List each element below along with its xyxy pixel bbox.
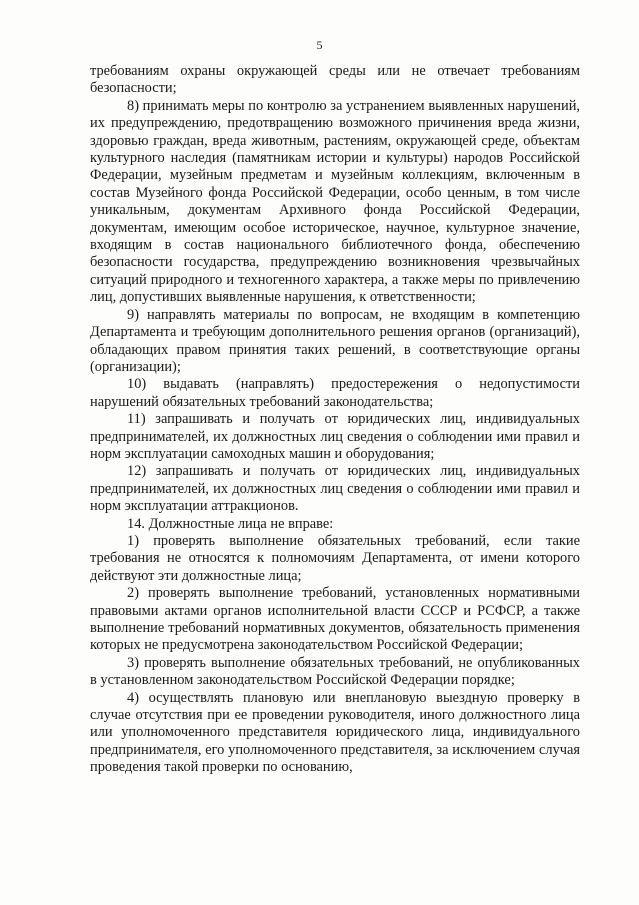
page-number: 5 — [316, 38, 323, 52]
paragraph-item-10: 10) выдавать (направлять) предостережения о недопустимости нарушений обязательных требований законодательства; — [90, 376, 580, 410]
document-body — [90, 63, 580, 777]
paragraph-item-9: 9) направлять материалы по вопросам, не входящим в компетенцию Департамента и требующим дополнительного решения органов (организаций), обладающих правом принятия таких решений, в соответствующие органы (организации); — [90, 306, 580, 375]
paragraph-item-12: 12) запрашивать и получать от юридических лиц, индивидуальных предпринимателей, их должностных лиц сведения о соблюдении ими правил и норм эксплуатации аттракционов. — [90, 463, 580, 515]
paragraph-continuation: требованиям охраны окружающей среды или не отвечает требованиям безопасности; — [90, 63, 580, 97]
paragraph-item-11: 11) запрашивать и получать от юридических лиц, индивидуальных предпринимателей, их должностных лиц сведения о соблюдении ими правил и норм эксплуатации самоходных машин и оборудования; — [90, 411, 580, 462]
paragraph-item-8: 8) принимать меры по контролю за устранением выявленных нарушений, их предупреждению, предотвращению возможного причинения вреда жизни, здоровью граждан, вреда животным, растениям, окружающей среде, объектам культурного наследия (памятникам истории и культуры) народов Российской Федерации, музейным предметам и музейным коллекциям, включенным в состав Музейного фонда Российской Федерации, особо ценным, в том числе уникальным, документам Архивного фонда Российской Федерации, документам, имеющим особое историческое, научное, культурное значение, входящим в состав национального библиотечного фонда, обеспечению безопасности государства, предупреждению возникновения чрезвычайных ситуаций природного и техногенного характера, а также меры по привлечению лиц, допустивших выявленные нарушения, к ответственности; — [90, 97, 580, 306]
paragraph-subitem-3: 3) проверять выполнение обязательных требований, не опубликованных в установленном законодательством Российской Федерации порядке; — [90, 654, 580, 689]
paragraph-subitem-2: 2) проверять выполнение требований, установленных нормативными правовыми актами органов исполнительной власти СССР и РСФСР, а также выполнение требований нормативных документов, обязательность применения которых не предусмотрена законодательством Российской Федерации; — [90, 585, 580, 654]
section-heading-14: 14. Должностные лица не вправе: — [127, 515, 334, 532]
paragraph-subitem-1: 1) проверять выполнение обязательных требований, если такие требования не относятся к полномочиям Департамента, от имени которого действуют эти должностные лица; — [90, 532, 580, 584]
paragraph-subitem-4: 4) осуществлять плановую или внеплановую выездную проверку в случае отсутствия при ее проведении руководителя, иного должностного лица или уполномоченного представителя юридического лица, индивидуального предпринимателя, его уполномоченного представителя, за исключением случая проведения такой проверки по основанию, — [90, 689, 580, 776]
